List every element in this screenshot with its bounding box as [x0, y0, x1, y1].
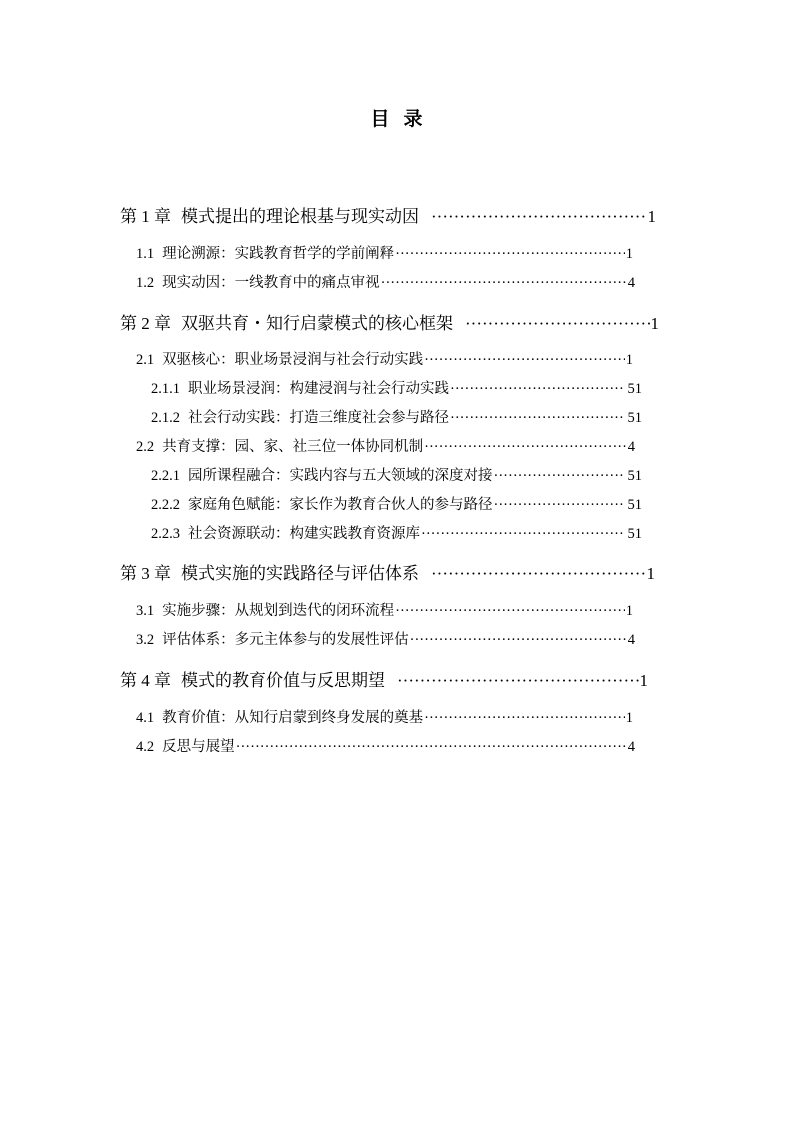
toc-section-entry[interactable] [136, 599, 633, 617]
entry-title: 共育支撑：园、家、社三位一体协同机制 [162, 439, 424, 455]
dot-leader [381, 275, 627, 292]
page-number: 4 [627, 275, 635, 291]
entry-title: 反思与展望 [162, 739, 235, 755]
entry-title: 社会资源联动：构建实践教育资源库 [188, 526, 420, 542]
dot-leader [395, 246, 625, 263]
dot-leader [450, 410, 623, 427]
entry-title: 教育价值：从知行启蒙到终身发展的奠基 [162, 710, 424, 726]
entry-title: 家庭角色赋能：家长作为教育合伙人的参与路径 [188, 497, 493, 513]
toc-section-entry[interactable] [136, 242, 633, 260]
toc-subsection-entry[interactable] [151, 464, 642, 482]
dot-leader [494, 468, 623, 485]
entry-number: 2.1 [136, 352, 155, 368]
entry-number: 2.1.1 [151, 381, 180, 397]
entry-number: 第 1 章 [120, 207, 171, 226]
entry-number: 4.1 [136, 710, 155, 726]
toc-chapter-entry[interactable] [120, 309, 659, 331]
page-number: 1 [650, 314, 659, 333]
page-number: 51 [627, 381, 642, 397]
toc-section-entry[interactable] [136, 706, 633, 724]
entry-title: 模式的教育价值与反思期望 [181, 671, 385, 690]
dot-leader [465, 314, 650, 334]
entry-title: 双驱核心：职业场景浸润与社会行动实践 [162, 352, 424, 368]
page-number: 1 [625, 710, 633, 726]
toc-section-entry[interactable] [136, 735, 635, 753]
page-number: 1 [646, 564, 655, 583]
dot-leader [424, 439, 627, 456]
entry-number: 第 3 章 [120, 564, 171, 583]
toc-chapter-entry[interactable] [120, 559, 655, 581]
page-number: 51 [627, 526, 642, 542]
page-number: 1 [625, 352, 633, 368]
dot-leader [397, 671, 639, 691]
entry-number: 第 2 章 [120, 314, 171, 333]
dot-leader [424, 710, 625, 727]
dot-leader [431, 564, 646, 584]
entry-title: 模式实施的实践路径与评估体系 [181, 564, 419, 583]
dot-leader [395, 603, 625, 620]
dot-leader [236, 739, 627, 756]
toc-section-entry[interactable] [136, 271, 635, 289]
dot-leader [410, 632, 627, 649]
page-number: 4 [627, 439, 635, 455]
toc-section-entry[interactable] [136, 348, 633, 366]
page-number: 1 [647, 207, 656, 226]
entry-number: 1.1 [136, 246, 155, 262]
entry-number: 1.2 [136, 275, 155, 291]
toc-subsection-entry[interactable] [151, 522, 642, 540]
toc-title: 目录 [370, 109, 437, 130]
entry-number: 2.2.3 [151, 526, 180, 542]
entry-number: 第 4 章 [120, 671, 171, 690]
entry-title: 社会行动实践：打造三维度社会参与路径 [188, 410, 449, 426]
toc-subsection-entry[interactable] [151, 493, 642, 511]
entry-title: 理论溯源：实践教育哲学的学前阐释 [162, 246, 395, 262]
page-number: 1 [625, 603, 633, 619]
entry-number: 2.2.1 [151, 468, 180, 484]
toc-subsection-entry[interactable] [151, 406, 642, 424]
page-number: 1 [639, 671, 648, 690]
dot-leader [431, 207, 647, 227]
entry-number: 3.2 [136, 632, 155, 648]
entry-number: 2.1.2 [151, 410, 180, 426]
dot-leader [450, 381, 623, 398]
dot-leader [424, 352, 625, 369]
entry-title: 双驱共育・知行启蒙模式的核心框架 [181, 314, 453, 333]
page-number: 4 [627, 739, 635, 755]
toc-chapter-entry[interactable] [120, 202, 656, 224]
entry-title: 职业场景浸润：构建浸润与社会行动实践 [188, 381, 449, 397]
page-number: 51 [627, 468, 642, 484]
page-number: 4 [627, 632, 635, 648]
dot-leader [494, 497, 623, 514]
toc-section-entry[interactable] [136, 628, 635, 646]
page-number: 1 [625, 246, 633, 262]
entry-number: 3.1 [136, 603, 155, 619]
entry-title: 评估体系：多元主体参与的发展性评估 [162, 632, 409, 648]
page-number: 51 [627, 497, 642, 513]
entry-number: 4.2 [136, 739, 155, 755]
entry-title: 模式提出的理论根基与现实动因 [181, 207, 419, 226]
toc-subsection-entry[interactable] [151, 377, 642, 395]
dot-leader [421, 526, 623, 543]
entry-number: 2.2 [136, 439, 155, 455]
page-number: 51 [627, 410, 642, 426]
toc-chapter-entry[interactable] [120, 666, 648, 688]
toc-section-entry[interactable] [136, 435, 635, 453]
entry-title: 园所课程融合：实践内容与五大领域的深度对接 [188, 468, 493, 484]
entry-number: 2.2.2 [151, 497, 180, 513]
entry-title: 现实动因：一线教育中的痛点审视 [162, 275, 380, 291]
entry-title: 实施步骤：从规划到迭代的闭环流程 [162, 603, 395, 619]
